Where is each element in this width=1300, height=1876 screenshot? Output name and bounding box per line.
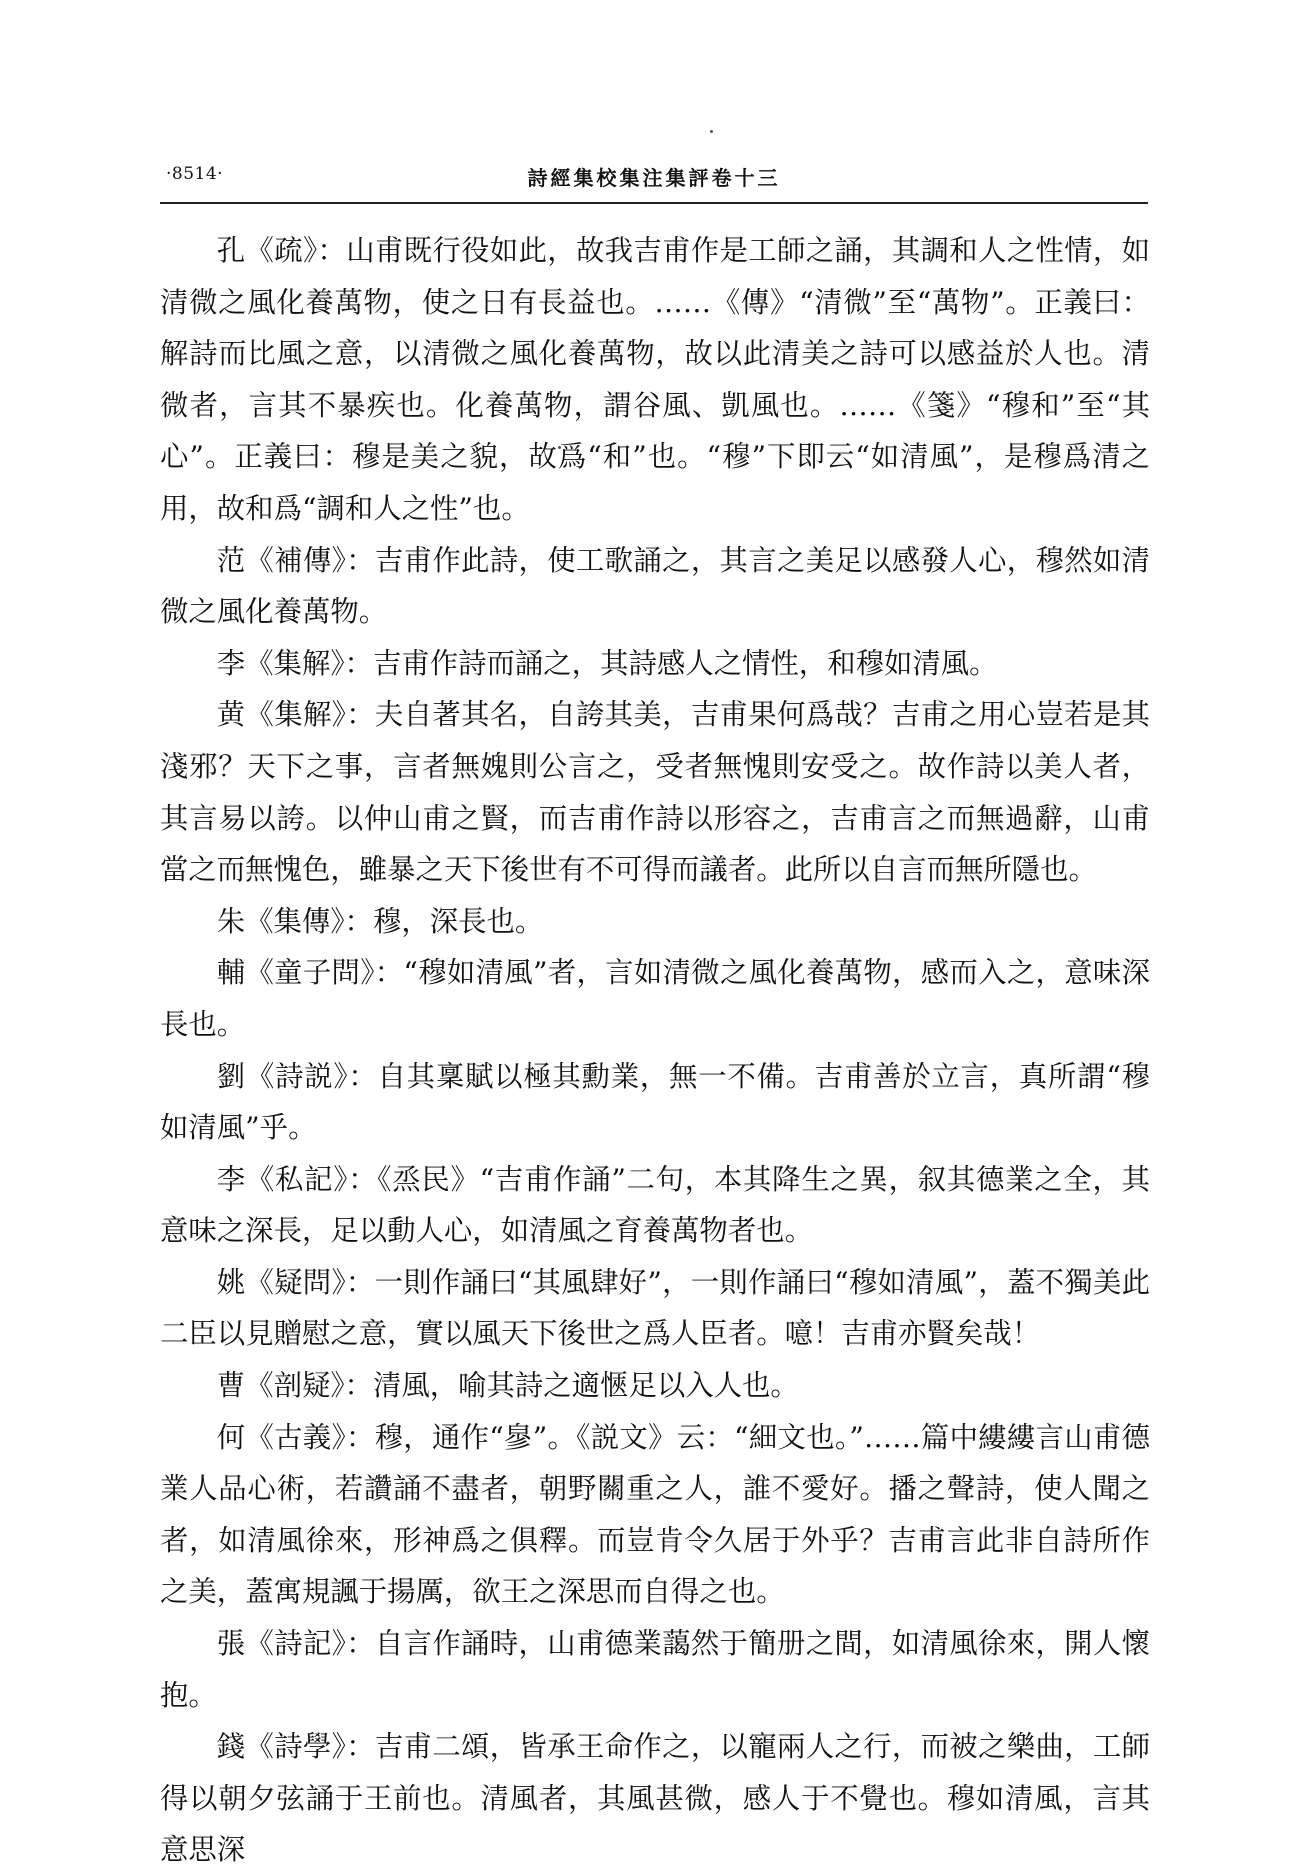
commentary-paragraph: 朱《集傳》：穆，深長也。 [216,904,544,938]
commentary-paragraph: 范《補傳》：吉甫作此詩，使工歌誦之，其言之美足以感發人心，穆然如清微之風化養萬物。 [160,543,1150,629]
commentary-paragraph: 何《古義》：穆，通作“㣎”。《説文》云：“細文也。”……篇中縷縷言山甫德業人品心術，若讚誦不盡者，朝野關重之人，誰不愛好。播之聲詩，使人聞之者，如清風徐來，形神爲之俱釋。而豈肯令久居于外乎？吉甫言此非自詩所作之美，蓋寓規諷于揚厲，欲王之深思而自得之也。 [160,1420,1150,1609]
commentary-paragraph: 姚《疑問》：一則作誦曰“其風肆好”，一則作誦曰“穆如清風”，蓋不獨美此二臣以見贈慰之意，實以風天下後世之爲人臣者。噫！吉甫亦賢矣哉！ [160,1265,1150,1351]
commentary-paragraph: 張《詩記》：自言作誦時，山甫德業藹然于簡册之間，如清風徐來，開人懷抱。 [160,1627,1150,1712]
commentary-paragraph: 劉《詩説》：自其稟賦以極其勳業，無一不備。吉甫善於立言，真所謂“穆如清風”乎。 [160,1059,1150,1145]
running-header [160,162,1148,204]
commentary-paragraph: 李《集解》：吉甫作詩而誦之，其詩感人之情性，和穆如清風。 [216,646,998,680]
running-title: 詩經集校集注集評卷十三 [527,166,781,190]
scan-speck [710,130,713,133]
commentary-paragraph: 輔《童子問》：“穆如清風”者，言如清微之風化養萬物，感而入之，意味深長也。 [160,956,1150,1041]
page-number: ·8514· [166,164,224,184]
commentary-paragraph: 曹《剖疑》：清風，喻其詩之適愜足以入人也。 [216,1369,799,1403]
commentary-paragraph: 李《私記》：《烝民》“吉甫作誦”二句，本其降生之異，叙其德業之全，其意味之深長，足以動人心，如清風之育養萬物者也。 [160,1162,1150,1248]
commentary-body [160,225,1150,1876]
commentary-paragraph: 錢《詩學》：吉甫二頌，皆承王命作之，以寵兩人之行，而被之樂曲，工師得以朝夕弦誦于王前也。清風者，其風甚微，感人于不覺也。穆如清風，言其意思深 [160,1730,1150,1867]
commentary-paragraph: 孔《疏》：山甫既行役如此，故我吉甫作是工師之誦，其調和人之性情，如清微之風化養萬物，使之日有長益也。……《傳》“清微”至“萬物”。正義曰：解詩而比風之意，以清微之風化養萬物，故以此清美之詩可以感益於人也。清微者，言其不暴疾也。化養萬物，謂谷風、凱風也。……《箋》“穆和”至“其心”。正義曰：穆是美之貌，故爲“和”也。“穆”下即云“如清風”，是穆爲清之用，故和爲“調和人之性”也。 [160,234,1150,525]
commentary-paragraph: 黄《集解》：夫自著其名，自誇其美，吉甫果何爲哉？吉甫之用心豈若是其淺邪？天下之事，言者無媿則公言之，受者無愧則安受之。故作詩以美人者，其言易以誇。以仲山甫之賢，而吉甫作詩以形容之，吉甫言之而無過辭，山甫當之而無愧色，雖暴之天下後世有不可得而議者。此所以自言而無所隱也。 [160,698,1150,887]
